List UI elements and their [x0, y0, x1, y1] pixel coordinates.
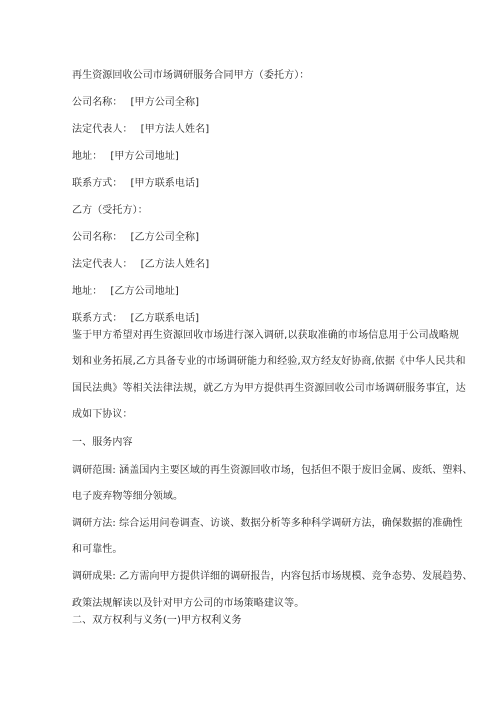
party-a-company-row: [72, 96, 199, 110]
party-a-contact-value: [甲方联系电话]: [130, 178, 200, 189]
party-a-address-row: [72, 150, 179, 164]
party-b-rep-value: [乙方法人姓名]: [140, 259, 210, 270]
party-b-contact-label: 联系方式：: [72, 313, 123, 324]
party-a-company-label: 公司名称：: [72, 97, 123, 108]
party-b-rep-label: 法定代表人：: [72, 259, 133, 270]
party-a-rep-row: [72, 123, 209, 137]
result-line: 政策法规解读以及针对甲方公司的市场策略建议等。: [72, 598, 305, 609]
party-a-contact-row: [72, 177, 199, 191]
section-1-heading: 一、服务内容: [72, 437, 133, 448]
section-2-heading: 二、双方权利与义务(一)甲方权利义务: [72, 615, 242, 626]
preamble-line: 划和业务拓展,乙方具备专业的市场调研能力和经验,双方经友好协商,依据《中华人民共和: [72, 356, 466, 367]
method-line: 和可靠性。: [72, 544, 123, 555]
party-a-rep-value: [甲方法人姓名]: [140, 124, 210, 135]
party-a-address-value: [甲方公司地址]: [110, 151, 179, 162]
scope-line: 电子废弃物等细分领域。: [72, 491, 184, 502]
party-b-heading: 乙方（受托方）：: [72, 205, 148, 216]
contract-title-line: 再生资源回收公司市场调研服务合同甲方（委托方）：: [72, 70, 310, 81]
party-b-address-row: [72, 285, 179, 299]
party-b-contact-value: [乙方联系电话]: [130, 313, 200, 324]
party-b-company-label: 公司名称：: [72, 232, 123, 243]
scope-line: 调研范围: 涵盖国内主要区域的再生资源回收市场，包括但不限于废旧金属、废纸、塑料、: [72, 465, 473, 476]
preamble-line: 成如下协议：: [72, 409, 133, 420]
party-b-address-label: 地址：: [72, 286, 103, 297]
party-a-company-value: [甲方公司全称]: [130, 97, 200, 108]
party-b-company-value: [乙方公司全称]: [130, 232, 200, 243]
party-b-address-value: [乙方公司地址]: [110, 286, 179, 297]
party-a-address-label: 地址：: [72, 151, 103, 162]
party-b-rep-row: [72, 258, 209, 272]
party-b-company-row: [72, 231, 199, 245]
preamble-line: 鉴于甲方希望对再生资源回收市场进行深入调研,以获取准确的市场信息用于公司战略规: [72, 330, 460, 341]
method-line: 调研方法: 综合运用问卷调查、访谈、数据分析等多种科学调研方法，确保数据的准确性: [72, 518, 463, 529]
party-a-rep-label: 法定代表人：: [72, 124, 133, 135]
party-b-contact-row: [72, 312, 199, 326]
result-line: 调研成果: 乙方需向甲方提供详细的调研报告，内容包括市场规模、竞争态势、发展趋势、: [72, 571, 473, 582]
preamble-line: 国民法典》等相关法律法规，就乙方为甲方提供再生资源回收公司市场调研服务事宜，达: [72, 383, 466, 394]
party-a-contact-label: 联系方式：: [72, 178, 123, 189]
